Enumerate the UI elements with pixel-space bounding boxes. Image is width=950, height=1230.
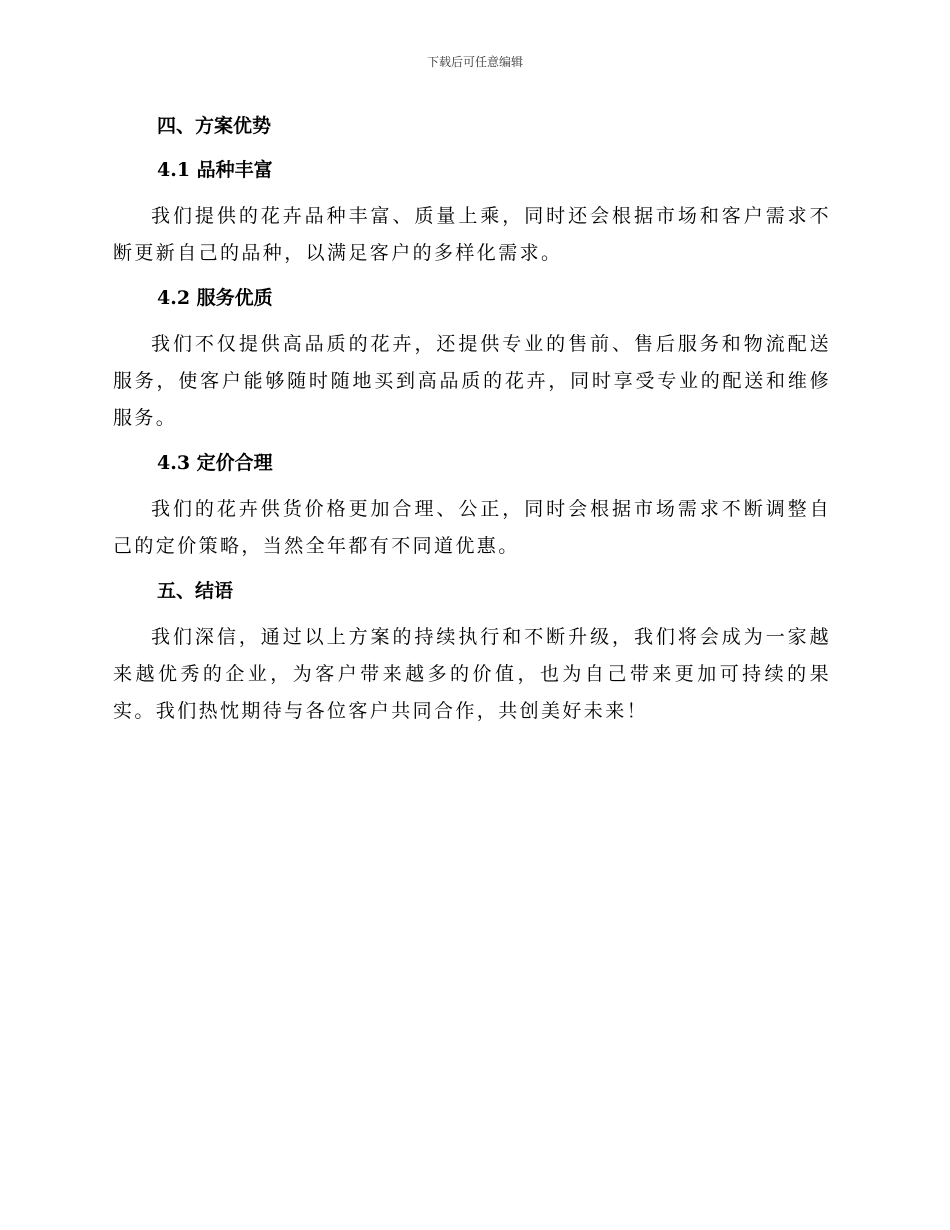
paragraph-pricing: 我们的花卉供货价格更加合理、公正，同时会根据市场需求不断调整自己的定价策略，当然全年都有不同道优惠。: [113, 498, 831, 557]
section-heading-advantages: 四、方案优势: [157, 115, 272, 137]
subsection-heading-service: 4.2 服务优质: [157, 287, 273, 309]
document-body: [113, 110, 831, 740]
paragraph-variety: 我们提供的花卉品种丰富、质量上乘，同时还会根据市场和客户需求不断更新自己的品种，以满足客户的多样化需求。: [113, 205, 831, 264]
subsection-heading-variety: 4.1 品种丰富: [157, 159, 273, 181]
section-heading-conclusion: 五、结语: [157, 580, 234, 602]
page-header: 下载后可任意编辑: [426, 55, 523, 69]
paragraph-conclusion: 我们深信，通过以上方案的持续执行和不断升级，我们将会成为一家越来越优秀的企业，为客户带来越多的价值，也为自己带来更加可持续的果实。我们热忱期待与各位客户共同合作，共创美好未来！: [113, 626, 831, 722]
subsection-heading-pricing: 4.3 定价合理: [157, 452, 273, 474]
paragraph-service: 我们不仅提供高品质的花卉，还提供专业的售前、售后服务和物流配送服务，使客户能够随时随地买到高品质的花卉，同时享受专业的配送和维修服务。: [113, 333, 831, 429]
